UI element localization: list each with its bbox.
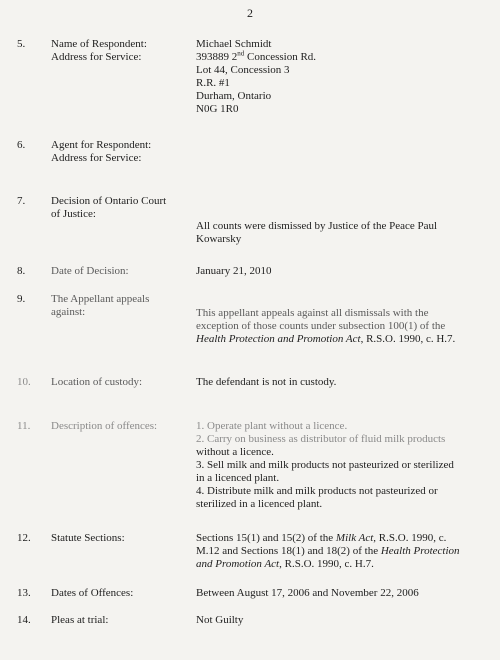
label-line: Location of custody: <box>51 376 143 388</box>
label-line: against: <box>51 306 86 318</box>
offence-line: without a licence. <box>196 446 274 458</box>
item-label <box>51 293 186 319</box>
value-line: January 21, 2010 <box>196 265 272 277</box>
label-line: Address for Service: <box>51 152 142 164</box>
address-city: Durham, Ontario <box>196 90 272 102</box>
value-line: and Promotion Act, R.S.O. 1990, c. H.7. <box>196 558 374 570</box>
label-line: Decision of Ontario Court <box>51 195 167 207</box>
offence-line: 1. Operate plant without a licence. <box>196 420 348 432</box>
address-rr: R.R. #1 <box>196 77 230 89</box>
item-label <box>51 139 186 165</box>
label-line: Dates of Offences: <box>51 587 134 599</box>
item-number: 11. <box>17 420 31 432</box>
offence-line: 4. Distribute milk and milk products not pasteurized or <box>196 485 438 497</box>
item-number: 13. <box>17 587 31 599</box>
item-number: 12. <box>17 532 31 544</box>
item-value <box>196 614 486 627</box>
value-line: Health Protection and Promotion Act, R.S.O. 1990, c. H.7. <box>196 333 456 345</box>
value-line: Not Guilty <box>196 614 244 626</box>
offence-line: 3. Sell milk and milk products not pasteurized or sterilized <box>196 459 454 471</box>
item-label <box>51 376 186 389</box>
offence-line: in a licenced plant. <box>196 472 280 484</box>
item-value <box>196 220 486 246</box>
item-value <box>196 376 486 389</box>
value-line: M.12 and Sections 18(1) and 18(2) of the Health Protection <box>196 545 460 557</box>
value-line: exception of those counts under subsection 100(1) of the <box>196 320 446 332</box>
value-line: Kowarsky <box>196 233 242 245</box>
item-label <box>51 614 186 627</box>
item-label <box>51 38 186 64</box>
label-line: Address for Service: <box>51 51 142 63</box>
label-line: Name of Respondent: <box>51 38 147 50</box>
item-label <box>51 532 186 545</box>
item-value <box>196 532 486 571</box>
label-line: Pleas at trial: <box>51 614 109 626</box>
label-line: Agent for Respondent: <box>51 139 152 151</box>
respondent-name: Michael Schmidt <box>196 38 272 50</box>
label-line: Statute Sections: <box>51 532 125 544</box>
item-number: 9. <box>17 293 26 305</box>
item-number: 7. <box>17 195 26 207</box>
item-number: 8. <box>17 265 26 277</box>
address-lot: Lot 44, Concession 3 <box>196 64 290 76</box>
address-street: 393889 2nd Concession Rd. <box>196 49 317 63</box>
item-value <box>196 587 486 600</box>
page-number: 2 <box>247 6 253 20</box>
value-line: All counts were dismissed by Justice of the Peace Paul <box>196 220 438 232</box>
item-value <box>196 307 486 346</box>
offence-line: sterilized in a licenced plant. <box>196 498 323 510</box>
item-label <box>51 265 186 278</box>
item-number: 5. <box>17 38 26 50</box>
label-line: of Justice: <box>51 208 96 220</box>
item-label <box>51 195 186 221</box>
value-line: This appellant appeals against all dismissals with the <box>196 307 429 319</box>
label-line: Date of Decision: <box>51 265 129 277</box>
value-line: Between August 17, 2006 and November 22, 2006 <box>196 587 419 599</box>
address-postal: N0G 1R0 <box>196 103 239 115</box>
label-line: Description of offences: <box>51 420 158 432</box>
item-label <box>51 587 186 600</box>
value-line: The defendant is not in custody. <box>196 376 337 388</box>
item-number: 10. <box>17 376 31 388</box>
offence-line: 2. Carry on business as distributor of fluid milk products <box>196 433 446 445</box>
item-number: 6. <box>17 139 26 151</box>
respondent-address <box>196 38 486 116</box>
item-value <box>196 265 486 278</box>
item-label <box>51 420 186 433</box>
label-line: The Appellant appeals <box>51 293 150 305</box>
value-line: Sections 15(1) and 15(2) of the Milk Act, R.S.O. 1990, c. <box>196 532 447 544</box>
item-number: 14. <box>17 614 31 626</box>
offence-list <box>196 420 486 511</box>
